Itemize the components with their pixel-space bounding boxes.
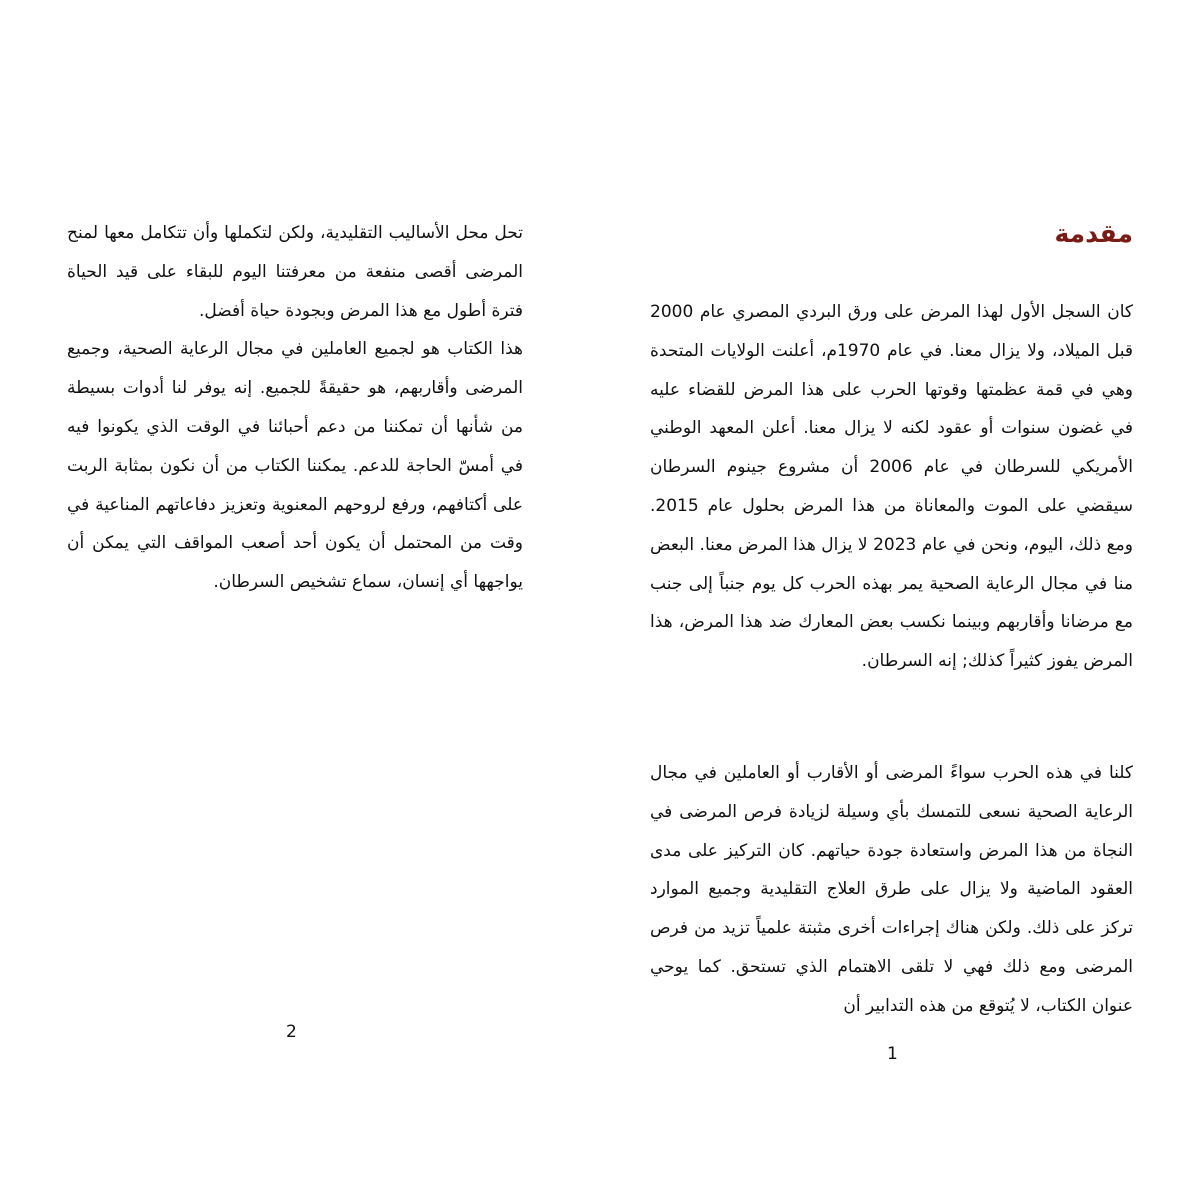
left-paragraph-2: هذا الكتاب هو لجميع العاملين في مجال الرعاية الصحية، وجميع المرضى وأقاربهم، هو حقيقةً للجميع. إنه يوفر لنا أدوات بسيطة من شأنها أن تمكننا من دعم أحبائنا في الوقت الذي يكونوا فيه في أمسّ الحاجة للدعم. يمكننا الكتاب من أن نكون بمثابة الربت على أكتافهم، ورفع لروحهم المعنوية وتعزيز دفاعاتهم المناعية في وقت من المحتمل أن يكون أحد أصعب المواقف التي يمكن أن يواجهها أي إنسان، سماع تشخيص السرطان. <box>67 339 523 593</box>
right-paragraph-2 <box>650 754 1133 1026</box>
right-paragraph-1 <box>650 293 1133 681</box>
left-page-body <box>67 214 523 602</box>
intro-paragraph-2: كلنا في هذه الحرب سواءً المرضى أو الأقارب أو العاملين في مجال الرعاية الصحية نسعى للتمسك بأي وسيلة لزيادة فرص المرضى في النجاة من هذا المرض واستعادة جودة حياتهم. كان التركيز على مدى العقود الماضية ولا يزال على طرق العلاج التقليدية وجميع الموارد تركز على ذلك. ولكن هناك إجراءات أخرى مثبتة علمياً تزيد من فرص المرضى ومع ذلك فهي لا تلقى الاهتمام الذي تستحق. كما يوحي عنوان الكتاب، لا يُتوقع من هذه التدابير أن <box>650 763 1133 1016</box>
intro-paragraph-1: كان السجل الأول لهذا المرض على ورق البردي المصري عام 2000 قبل الميلاد، ولا يزال معنا. في عام 1970م، أعلنت الولايات المتحدة وهي في قمة عظمتها وقوتها الحرب على هذا المرض للقضاء عليه في غضون سنوات أو عقود لكنه لا يزال معنا. أعلن المعهد الوطني الأمريكي للسرطان في عام 2006 أن مشروع جينوم السرطان سيقضي على الموت والمعاناة من هذا المرض بحلول عام 2015. ومع ذلك، اليوم، ونحن في عام 2023 لا يزال هذا المرض معنا. البعض منا في مجال الرعاية الصحية يمر بهذه الحرب كل يوم جنباً إلى جنب مع مرضانا وأقاربهم وبينما نكسب بعض المعارك ضد هذا المرض، هذا المرض يفوز كثيراً كذلك; إنه السرطان. <box>650 302 1133 672</box>
right-page <box>600 0 1200 1200</box>
page-number-right: 1 <box>887 1044 898 1064</box>
page-number-left: 2 <box>286 1022 297 1042</box>
left-paragraph-1: تحل محل الأساليب التقليدية، ولكن لتكملها وأن تتكامل معها لمنح المرضى أقصى منفعة من معرفتنا اليوم للبقاء على قيد الحياة فترة أطول مع هذا المرض وبجودة حياة أفضل. <box>67 223 523 321</box>
chapter-title: مقدمة <box>1054 219 1133 248</box>
